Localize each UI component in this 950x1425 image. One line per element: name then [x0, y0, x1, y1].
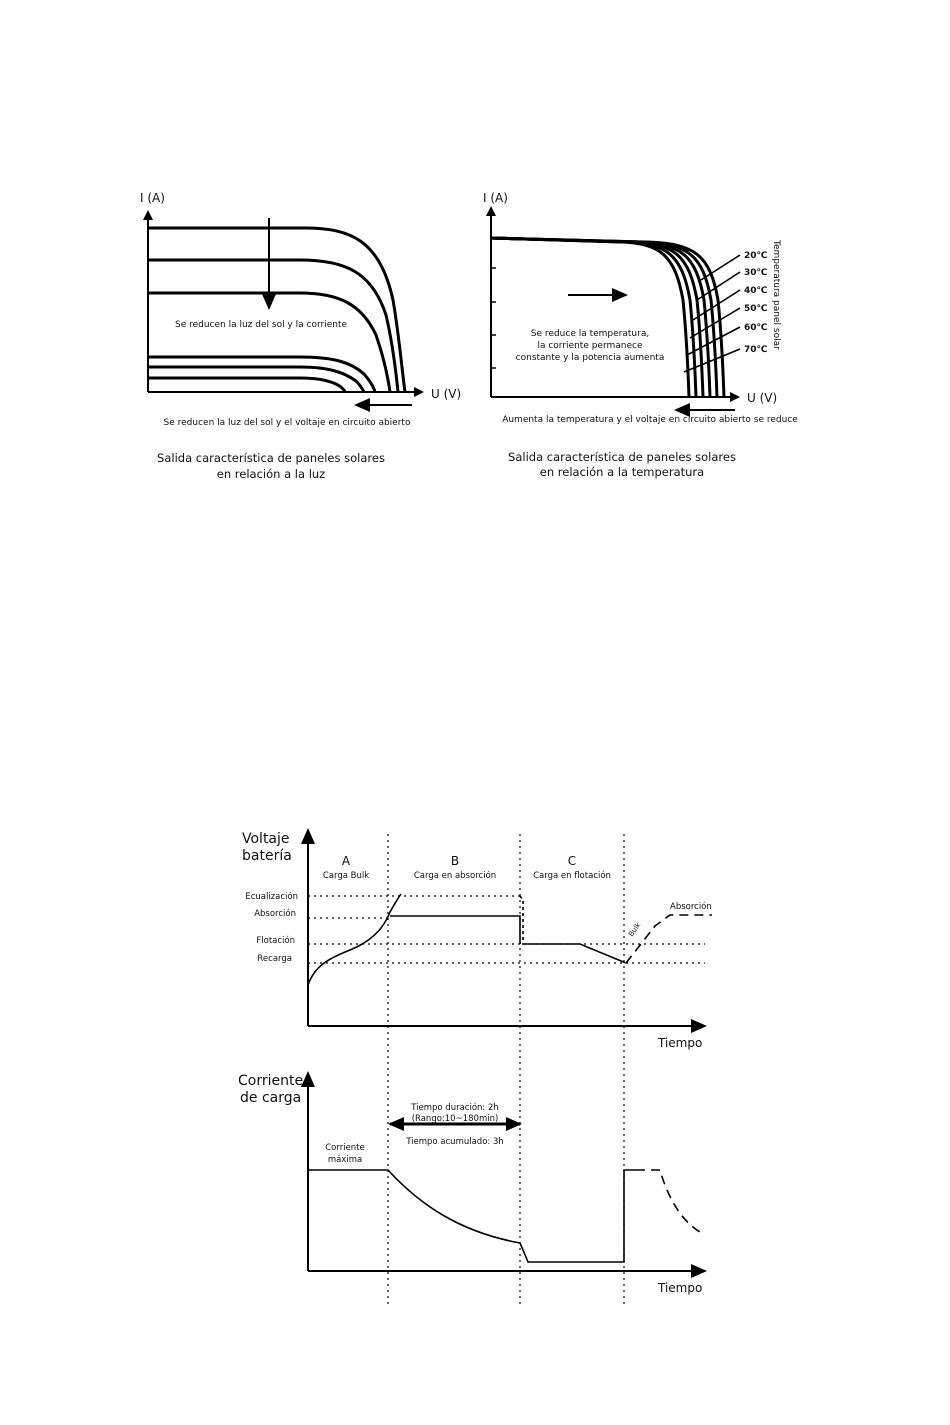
- temp-chart: [483, 191, 798, 479]
- current-y-axis-line2: de carga: [240, 1090, 302, 1106]
- voltage-chart: [242, 830, 712, 1305]
- accumulated-time: Tiempo acumulado: 3h: [406, 1137, 504, 1147]
- temp-middle-note-1: Se reduce la temperatura,: [530, 329, 650, 339]
- temp-label-50: 50℃: [744, 304, 768, 314]
- temp-middle-note-2: la corriente permanece: [537, 341, 643, 351]
- stage-b-name: Carga en absorción: [413, 871, 497, 881]
- temp-middle-note-3: constante y la potencia aumenta: [515, 353, 665, 363]
- temp-caption-line2: en relación a la temperatura: [539, 465, 705, 479]
- voltage-float-line: [522, 944, 626, 963]
- max-current-line1: Corriente: [325, 1143, 365, 1153]
- bulk-tag: Bulk: [627, 921, 643, 939]
- temp-caption-line1: Salida característica de paneles solares: [508, 450, 736, 464]
- stage-b-letter: B: [450, 854, 460, 868]
- temp-label-40: 40℃: [744, 286, 768, 296]
- voltage-absorption-line: [390, 916, 520, 944]
- level-absorption: Absorción: [254, 909, 296, 919]
- voltage-y-axis-line1: Voltaje: [242, 831, 290, 847]
- level-equalization: Ecualización: [245, 892, 298, 902]
- temp-side-label: Temperatura panel solar: [771, 240, 781, 350]
- temp-x-axis-label: U (V): [747, 391, 778, 405]
- temp-y-axis-label: I (A): [483, 191, 508, 205]
- light-caption-line2: en relación a la luz: [216, 467, 326, 481]
- temp-label-60: 60℃: [744, 323, 768, 333]
- light-x-axis-label: U (V): [431, 387, 462, 401]
- voltage-next-cycle: [626, 915, 712, 963]
- voltage-x-axis-label: Tiempo: [658, 1036, 703, 1050]
- current-next-cycle: [636, 1170, 700, 1232]
- temp-label-30: 30℃: [744, 268, 768, 278]
- voltage-bulk-curve: [308, 894, 401, 985]
- current-x-axis-label: Tiempo: [658, 1281, 703, 1295]
- level-recharge: Recarga: [257, 954, 292, 964]
- temp-curve-60: [491, 238, 696, 397]
- temp-label-70: 70℃: [744, 345, 768, 355]
- current-chart: [238, 1073, 705, 1295]
- stage-a-name: Carga Bulk: [322, 871, 370, 881]
- current-curve: [308, 1170, 636, 1262]
- duration-line2: (Rango:10~180min): [411, 1114, 499, 1124]
- light-down-note: Se reducen la luz del sol y la corriente: [174, 320, 348, 330]
- stage-a-letter: A: [341, 854, 351, 868]
- light-caption-line1: Salida característica de paneles solares: [157, 451, 385, 465]
- temp-label-20: 20℃: [744, 251, 768, 261]
- light-curve-6: [148, 378, 345, 392]
- voltage-y-axis-line2: batería: [242, 848, 292, 864]
- max-current-line2: máxima: [327, 1155, 363, 1165]
- current-y-axis-line1: Corriente: [238, 1073, 304, 1089]
- absorption-tag: Absorción: [670, 902, 712, 912]
- level-float: Flotación: [256, 936, 295, 946]
- duration-line1: Tiempo duración: 2h: [411, 1103, 499, 1113]
- stage-c-name: Carga en flotación: [533, 871, 611, 881]
- light-bottom-note: Se reducen la luz del sol y el voltaje en circuito abierto: [163, 418, 411, 428]
- light-y-axis-label: I (A): [140, 191, 165, 205]
- temp-curve-70: [491, 238, 689, 397]
- temp-bottom-note: Aumenta la temperatura y el voltaje en circuito abierto se reduce: [502, 415, 798, 425]
- light-chart: [140, 191, 461, 481]
- stage-c-letter: C: [567, 854, 577, 868]
